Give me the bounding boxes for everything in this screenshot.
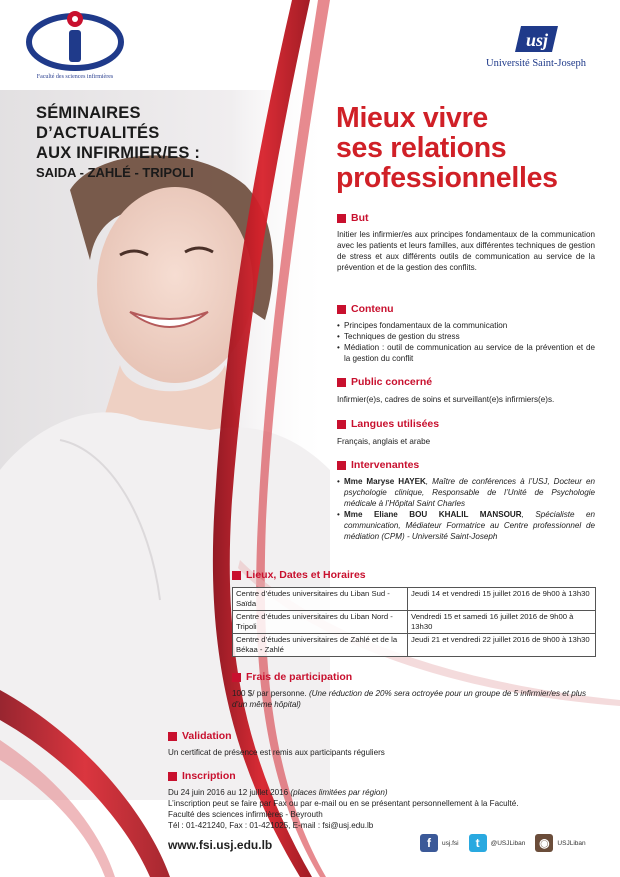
section-heading-validation: Validation [168,730,232,742]
seminar-heading [36,103,266,181]
facebook-icon[interactable]: f [420,834,438,852]
section-heading-lieux: Lieux, Dates et Horaires [232,569,366,581]
section-heading-public: Public concerné [337,376,432,388]
twitter-icon[interactable]: t [469,834,487,852]
speaker-desc: , Spécialiste en communication, Médiateur Formatrice au Centre professionnel de médiation (CPM) - Université Saint-Joseph [344,510,595,541]
contenu-list [337,320,595,364]
section-heading-inscription: Inscription [168,770,236,782]
table-cell-place: Centre d’études universitaires du Liban Nord - Tripoli [233,611,408,634]
bullet-square-icon [232,673,241,682]
bullet-square-icon [168,772,177,781]
speaker-name: Mme Eliane BOU KHALIL MANSOUR [344,510,522,519]
section-heading-but: But [337,212,369,224]
inscription-contact: Tél : 01-421240, Fax : 01-421025, E-mail : fsi@usj.edu.lb [168,821,374,830]
frais-note: (Une réduction de 20% sera octroyée pour un groupe de 5 infirmier/es et plus d’un même hôpital) [232,689,587,709]
social-links [420,832,592,854]
inscription-method: L’inscription peut se faire par Fax ou par e-mail ou en se présentant personnellement à la Faculté. [168,799,519,808]
title-line-2: ses relations [336,132,507,164]
title-line-1: Mieux vivre [336,102,488,134]
table-row [233,611,596,634]
usj-logo-mark [466,22,606,56]
fsi-logo-mark [20,6,130,74]
page-title [336,103,606,193]
bullet-square-icon [337,378,346,387]
speaker-desc: , Maître de conférences à l’USJ, Docteur en psychologie clinique, Responsable de l’Unité de Psychologie médicale à l’Hôpital Saint Charles [344,477,595,508]
fsi-logo [20,6,130,88]
seminar-cities: SAIDA - ZAHLÉ - TRIPOLI [36,165,194,180]
section-heading-langues: Langues utilisées [337,418,439,430]
table-cell-date: Jeudi 21 et vendredi 22 juillet 2016 de 9h00 à 13h30 [408,634,596,657]
validation-text: Un certificat de présence est remis aux participants réguliers [168,748,385,757]
table-cell-date: Jeudi 14 et vendredi 15 juillet 2016 de 9h00 à 13h30 [408,588,596,611]
bullet-square-icon [168,732,177,741]
instagram-handle[interactable]: USJLiban [557,839,586,847]
instagram-icon[interactable]: ◉ [535,834,553,852]
inscription-faculty: Faculté des sciences infirmières - Beyrouth [168,810,323,819]
list-item: • Médiation : outil de communication au service de la prévention et de la gestion du conflit [337,342,595,364]
speaker-name: Mme Maryse HAYEK [344,477,426,486]
table-cell-place: Centre d’études universitaires du Liban Sud - Saïda [233,588,408,611]
but-text: Initier les infirmier/es aux principes fondamentaux de la communication avec les patients et leurs familles, aux différentes techniques de gestion de stress et aux différents outils de communication au service de la prévention et de la gestion des conflits. [337,230,595,272]
seminar-line-2: D’ACTUALITÉS [36,124,160,142]
inscription-text [168,787,528,831]
fsi-logo-text: Faculté des sciences infirmières [36,74,114,80]
website-link[interactable]: www.fsi.usj.edu.lb [168,838,273,852]
table-row [233,588,596,611]
list-item: • Techniques de gestion du stress [337,331,595,342]
frais-text [232,688,598,710]
inscription-dates-line: Du 24 juin 2016 au 12 juillet 2016 (places limitées par région) [168,788,388,797]
twitter-handle[interactable]: @USJLiban [490,839,526,847]
bullet-square-icon [337,461,346,470]
intervenantes-list [337,476,595,542]
svg-text:usj: usj [525,30,549,50]
section-heading-frais: Frais de participation [232,671,352,683]
table-cell-place: Centre d’études universitaires de Zahlé et de la Békaa - Zahlé [233,634,408,657]
frais-amount: 100 $/ par personne. [232,689,309,698]
section-heading-intervenantes: Intervenantes [337,459,419,471]
langues-text: Français, anglais et arabe [337,437,431,446]
facebook-handle[interactable]: usj.fsi [442,839,459,847]
usj-logo [466,22,606,72]
table-row [233,634,596,657]
table-cell-date: Vendredi 15 et samedi 16 juillet 2016 de 9h00 à 13h30 [408,611,596,634]
bullet-square-icon [337,305,346,314]
bullet-square-icon [337,214,346,223]
schedule-table [232,587,596,657]
section-heading-contenu: Contenu [337,303,394,315]
bullet-square-icon [337,420,346,429]
bullet-square-icon [232,571,241,580]
title-line-3: professionnelles [336,162,558,194]
list-item: • Principes fondamentaux de la communication [337,320,595,331]
seminar-line-1: SÉMINAIRES [36,104,141,122]
usj-logo-text: Université Saint-Joseph [485,58,587,69]
public-text: Infirmier(e)s, cadres de soins et surveillant(e)s infirmiers(e)s. [337,395,555,404]
list-item [337,509,595,542]
list-item [337,476,595,509]
seminar-line-3: AUX INFIRMIER/ES : [36,144,201,162]
